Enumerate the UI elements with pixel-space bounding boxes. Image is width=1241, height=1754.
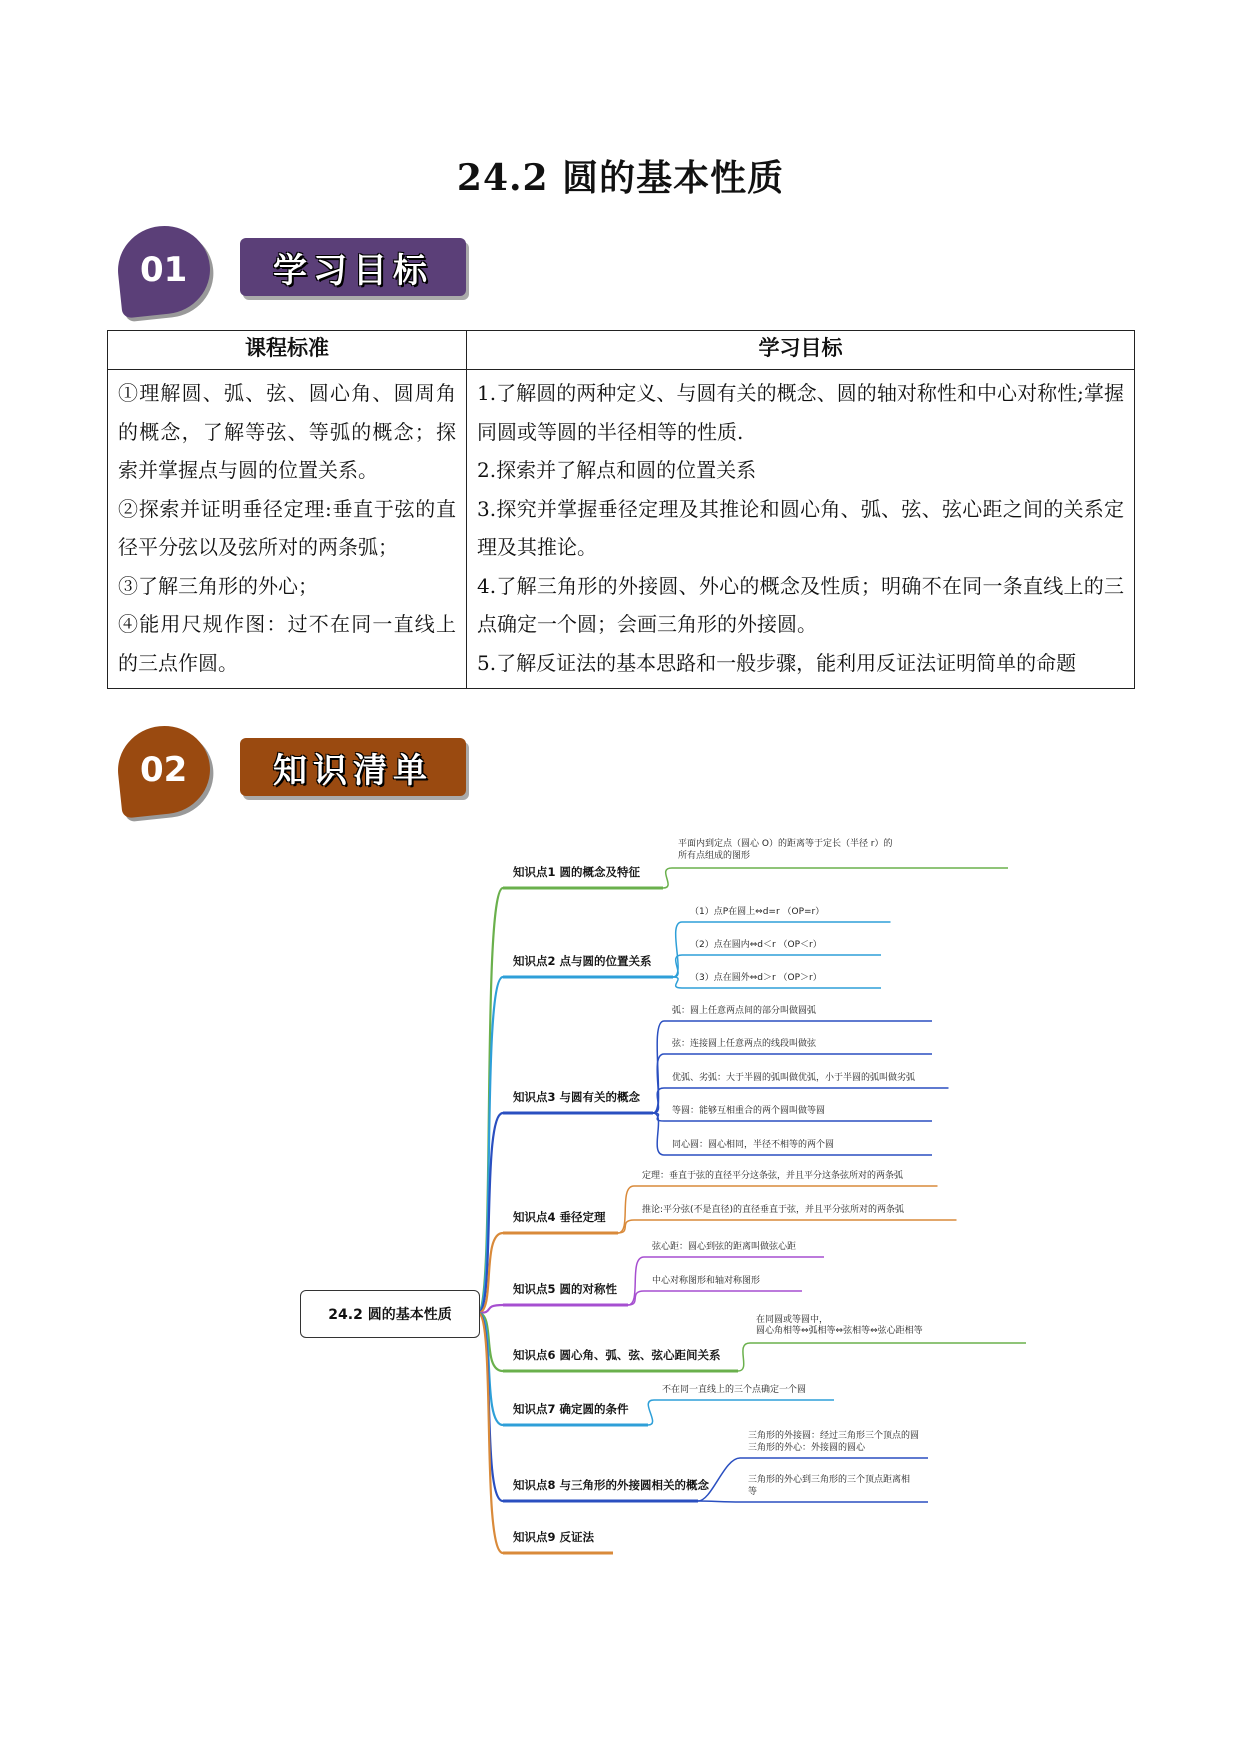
mindmap-connector	[478, 1113, 503, 1313]
standard-item: ③了解三角形的外心；	[118, 573, 318, 598]
mindmap-node: 知识点1 圆的概念及特征	[513, 865, 641, 879]
mindmap-connector	[478, 1313, 503, 1553]
mindmap-leaf: 不在同一直线上的三个点确定一个圆	[662, 1385, 807, 1395]
section-header-learning-goals	[118, 222, 478, 318]
mindmap-node: 知识点8 与三角形的外接圆相关的概念	[513, 1478, 710, 1492]
mindmap-connector	[478, 1313, 503, 1501]
mindmap-connector	[738, 1343, 1026, 1371]
section-number-badge	[114, 721, 215, 818]
mindmap-leaf: 弧：圆上任意两点间的部分叫做圆弧	[672, 1006, 817, 1016]
mindmap-connector	[478, 1313, 503, 1425]
page-title: 24.2 圆的基本性质	[456, 157, 785, 199]
mindmap-leaf: 在同圆或等圆中，	[756, 1315, 829, 1325]
mindmap-leaf: （3）点在圆外⇔d＞r （OP＞r）	[690, 973, 822, 983]
mindmap-leaf: 弦：连接圆上任意两点的线段叫做弦	[672, 1039, 817, 1049]
mindmap-connector	[478, 888, 503, 1313]
table-header-row	[108, 331, 1135, 370]
objective-item: 3.探究并掌握垂径定理及其推论和圆心角、弧、弦、弦心距之间的关系定理及其推论。	[477, 496, 1124, 559]
mindmap-leaf: 同心圆：圆心相同，半径不相等的两个圆	[672, 1140, 835, 1150]
section-number-badge	[114, 221, 215, 318]
mindmap-connector	[653, 1021, 932, 1113]
mindmap-leaf: 弦心距：圆心到弦的距离叫做弦心距	[652, 1242, 797, 1252]
header-standard: 课程标准	[108, 331, 467, 370]
mindmap-node: 知识点5 圆的对称性	[513, 1282, 618, 1296]
mindmap-connector	[478, 977, 503, 1313]
goals-table	[107, 330, 1135, 689]
mindmap-connector	[648, 1400, 834, 1425]
mindmap-connector	[478, 1313, 503, 1371]
mindmap-connector	[698, 1501, 928, 1502]
section-number: 01	[140, 250, 188, 291]
mindmap-leaf: 定理：垂直于弦的直径平分这条弦，并且平分这条弦所对的两条弧	[642, 1171, 904, 1181]
mindmap-leaf: 推论:平分弦(不是直径)的直径垂直于弦，并且平分弦所对的两条弧	[642, 1205, 905, 1215]
objective-item: 1.了解圆的两种定义、与圆有关的概念、圆的轴对称性和中心对称性;掌握同圆或等圆的半径相等的性质.	[477, 381, 1124, 444]
objective-item: 4.了解三角形的外接圆、外心的概念及性质；明确不在同一条直线上的三点确定一个圆；会画三角形的外接圆。	[477, 573, 1124, 636]
mindmap-leaf: 三角形的外心到三角形的三个顶点距离相	[748, 1475, 911, 1485]
mindmap-leaf: 中心对称图形和轴对称图形	[652, 1276, 761, 1286]
standard-item: ②探索并证明垂径定理:垂直于弦的直径平分弦以及弦所对的两条弧；	[118, 496, 456, 559]
mindmap-connector	[618, 1220, 957, 1233]
mindmap-node: 知识点9 反证法	[513, 1530, 595, 1544]
header-objective: 学习目标	[467, 331, 1135, 370]
mindmap-leaf: 三角形的外接圆：经过三角形三个顶点的圆	[748, 1431, 920, 1441]
table-row	[108, 370, 1135, 689]
standard-item: ④能用尺规作图：过不在同一直线上的三点作圆。	[118, 612, 456, 675]
mindmap-leaf: 三角形的外心：外接圆的圆心	[748, 1443, 866, 1453]
mindmap-connector	[663, 868, 1008, 888]
objective-item: 5.了解反证法的基本思路和一般步骤，能利用反证法证明简单的命题	[477, 650, 1077, 675]
mindmap-node: 知识点3 与圆有关的概念	[513, 1090, 641, 1104]
mindmap-connector	[478, 1305, 503, 1313]
mindmap-leaf: 优弧、劣弧：大于半圆的弧叫做优弧，小于半圆的弧叫做劣弧	[672, 1073, 916, 1083]
mindmap-root: 24.2 圆的基本性质	[300, 1290, 480, 1338]
mindmap-node: 知识点4 垂径定理	[513, 1210, 606, 1224]
mindmap-connector	[478, 1233, 503, 1313]
mindmap-connector	[628, 1291, 802, 1305]
section-header-knowledge-list	[118, 722, 478, 818]
section-label: 学习目标	[240, 238, 466, 296]
mindmap-leaf: 所有点组成的图形	[678, 851, 751, 861]
mindmap-node: 知识点6 圆心角、弧、弦、弦心距间关系	[513, 1348, 721, 1362]
mindmap-node: 知识点7 确定圆的条件	[513, 1402, 629, 1416]
mindmap-leaf: 等圆：能够互相重合的两个圆叫做等圆	[672, 1106, 826, 1116]
mindmap-leaf: （2）点在圆内⇔d＜r （OP＜r）	[690, 940, 822, 950]
objectives-cell	[467, 370, 1135, 689]
standards-cell	[108, 370, 467, 689]
mindmap-node: 知识点2 点与圆的位置关系	[513, 954, 652, 968]
section-label: 知识清单	[240, 738, 466, 796]
mindmap-leaf: 平面内到定点（圆心 O）的距离等于定长（半径 r）的	[678, 839, 893, 849]
section-number: 02	[140, 750, 188, 791]
mindmap-leaf: 圆心角相等⇔弧相等⇔弦相等⇔弦心距相等	[756, 1326, 923, 1336]
standard-item: ①理解圆、弧、弦、圆心角、圆周角的概念，了解等弦、等弧的概念；探索并掌握点与圆的位置关系。	[118, 381, 456, 482]
mindmap-leaf: 等	[748, 1487, 758, 1497]
objective-item: 2.探索并了解点和圆的位置关系	[477, 458, 757, 482]
mindmap-leaf: （1）点P在圆上⇔d=r （OP=r）	[690, 907, 825, 917]
